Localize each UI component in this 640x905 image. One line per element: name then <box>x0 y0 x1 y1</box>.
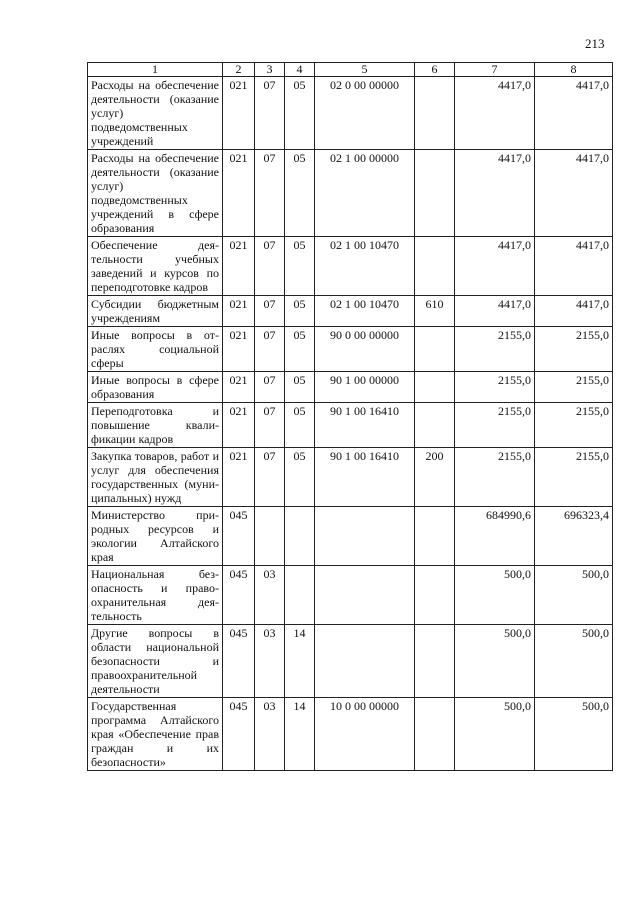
target-article-cell: 90 1 00 16410 <box>315 403 415 448</box>
amount-year1-cell: 500,0 <box>455 625 535 698</box>
table-row <box>88 625 613 698</box>
expense-type-cell <box>415 566 455 625</box>
expense-type-cell <box>415 507 455 566</box>
amount-year1-cell: 4417,0 <box>455 296 535 327</box>
budget-table <box>87 62 613 771</box>
subsection-cell: 05 <box>285 372 315 403</box>
expense-type-cell <box>415 625 455 698</box>
subsection-cell <box>285 507 315 566</box>
amount-year1-cell: 4417,0 <box>455 237 535 296</box>
row-name-cell: Обеспечение деятельности учебных заведений и курсов по переподготовке кадров <box>88 237 223 296</box>
amount-year2-cell: 2155,0 <box>535 448 613 507</box>
target-article-cell: 02 0 00 00000 <box>315 77 415 150</box>
subsection-cell <box>285 566 315 625</box>
column-header: 4 <box>285 63 315 77</box>
section-cell: 07 <box>255 372 285 403</box>
amount-year1-cell: 2155,0 <box>455 448 535 507</box>
subsection-cell: 05 <box>285 237 315 296</box>
admin-code-cell: 021 <box>223 237 255 296</box>
column-header: 5 <box>315 63 415 77</box>
row-name-cell: Национальная безопасность и правоохранительная деятельность <box>88 566 223 625</box>
admin-code-cell: 021 <box>223 150 255 237</box>
subsection-cell: 05 <box>285 150 315 237</box>
amount-year2-cell: 2155,0 <box>535 403 613 448</box>
admin-code-cell: 045 <box>223 625 255 698</box>
target-article-cell: 90 1 00 16410 <box>315 448 415 507</box>
amount-year2-cell: 4417,0 <box>535 296 613 327</box>
expense-type-cell <box>415 327 455 372</box>
section-cell: 07 <box>255 403 285 448</box>
admin-code-cell: 021 <box>223 296 255 327</box>
target-article-cell <box>315 566 415 625</box>
expense-type-cell <box>415 372 455 403</box>
row-name-cell: Иные вопросы в сфере образования <box>88 372 223 403</box>
subsection-cell: 05 <box>285 296 315 327</box>
amount-year2-cell: 4417,0 <box>535 77 613 150</box>
amount-year2-cell: 500,0 <box>535 625 613 698</box>
row-name-cell: Иные вопросы в отраслях социальной сферы <box>88 327 223 372</box>
column-header: 6 <box>415 63 455 77</box>
expense-type-cell <box>415 150 455 237</box>
admin-code-cell: 021 <box>223 77 255 150</box>
column-header: 1 <box>88 63 223 77</box>
amount-year2-cell: 4417,0 <box>535 237 613 296</box>
target-article-cell: 02 1 00 10470 <box>315 296 415 327</box>
amount-year1-cell: 684990,6 <box>455 507 535 566</box>
admin-code-cell: 021 <box>223 372 255 403</box>
subsection-cell: 05 <box>285 448 315 507</box>
subsection-cell: 14 <box>285 625 315 698</box>
page-number: 213 <box>585 36 605 51</box>
amount-year1-cell: 4417,0 <box>455 150 535 237</box>
subsection-cell: 05 <box>285 77 315 150</box>
amount-year1-cell: 500,0 <box>455 698 535 771</box>
table-row <box>88 448 613 507</box>
section-cell: 07 <box>255 150 285 237</box>
target-article-cell: 10 0 00 00000 <box>315 698 415 771</box>
table-row <box>88 327 613 372</box>
target-article-cell: 02 1 00 10470 <box>315 237 415 296</box>
expense-type-cell <box>415 77 455 150</box>
section-cell: 03 <box>255 698 285 771</box>
target-article-cell: 02 1 00 00000 <box>315 150 415 237</box>
expense-type-cell <box>415 698 455 771</box>
column-header: 7 <box>455 63 535 77</box>
table-row <box>88 507 613 566</box>
amount-year1-cell: 2155,0 <box>455 372 535 403</box>
row-name-cell: Переподготовка и повышение квалификации кадров <box>88 403 223 448</box>
table-row <box>88 372 613 403</box>
table-row <box>88 237 613 296</box>
row-name-cell: Расходы на обеспечение деятельности (оказание услуг) подведомственных учреждений <box>88 77 223 150</box>
target-article-cell <box>315 625 415 698</box>
admin-code-cell: 045 <box>223 507 255 566</box>
amount-year1-cell: 2155,0 <box>455 403 535 448</box>
admin-code-cell: 021 <box>223 327 255 372</box>
row-name-cell: Субсидии бюджетным учреждениям <box>88 296 223 327</box>
expense-type-cell: 610 <box>415 296 455 327</box>
section-cell: 07 <box>255 296 285 327</box>
table-row <box>88 566 613 625</box>
row-name-cell: Другие вопросы в области национальной безопасности и правоохранительной деятельности <box>88 625 223 698</box>
column-header: 2 <box>223 63 255 77</box>
amount-year2-cell: 2155,0 <box>535 372 613 403</box>
expense-type-cell: 200 <box>415 448 455 507</box>
section-cell: 03 <box>255 566 285 625</box>
amount-year2-cell: 696323,4 <box>535 507 613 566</box>
column-header: 8 <box>535 63 613 77</box>
row-name-cell: Расходы на обеспечение деятельности (оказание услуг) подведомственных учреждений в сфере образования <box>88 150 223 237</box>
admin-code-cell: 021 <box>223 448 255 507</box>
amount-year2-cell: 2155,0 <box>535 327 613 372</box>
amount-year1-cell: 4417,0 <box>455 77 535 150</box>
amount-year2-cell: 4417,0 <box>535 150 613 237</box>
expense-type-cell <box>415 403 455 448</box>
table-row <box>88 150 613 237</box>
table-row <box>88 77 613 150</box>
row-name-cell: Закупка товаров, работ и услуг для обеспечения государственных (муниципальных) нужд <box>88 448 223 507</box>
section-cell: 07 <box>255 77 285 150</box>
subsection-cell: 05 <box>285 327 315 372</box>
target-article-cell <box>315 507 415 566</box>
section-cell: 07 <box>255 448 285 507</box>
target-article-cell: 90 0 00 00000 <box>315 327 415 372</box>
admin-code-cell: 045 <box>223 566 255 625</box>
section-cell: 07 <box>255 327 285 372</box>
expense-type-cell <box>415 237 455 296</box>
table-row <box>88 698 613 771</box>
row-name-cell: Министерство природных ресурсов и экологии Алтайского края <box>88 507 223 566</box>
target-article-cell: 90 1 00 00000 <box>315 372 415 403</box>
row-name-cell: Государственная программа Алтайского края «Обеспечение прав граждан и их безопасности» <box>88 698 223 771</box>
column-header: 3 <box>255 63 285 77</box>
amount-year2-cell: 500,0 <box>535 566 613 625</box>
table-header-row <box>88 63 613 77</box>
amount-year1-cell: 2155,0 <box>455 327 535 372</box>
admin-code-cell: 021 <box>223 403 255 448</box>
subsection-cell: 14 <box>285 698 315 771</box>
section-cell <box>255 507 285 566</box>
section-cell: 07 <box>255 237 285 296</box>
amount-year2-cell: 500,0 <box>535 698 613 771</box>
table-row <box>88 296 613 327</box>
table-row <box>88 403 613 448</box>
amount-year1-cell: 500,0 <box>455 566 535 625</box>
admin-code-cell: 045 <box>223 698 255 771</box>
subsection-cell: 05 <box>285 403 315 448</box>
section-cell: 03 <box>255 625 285 698</box>
